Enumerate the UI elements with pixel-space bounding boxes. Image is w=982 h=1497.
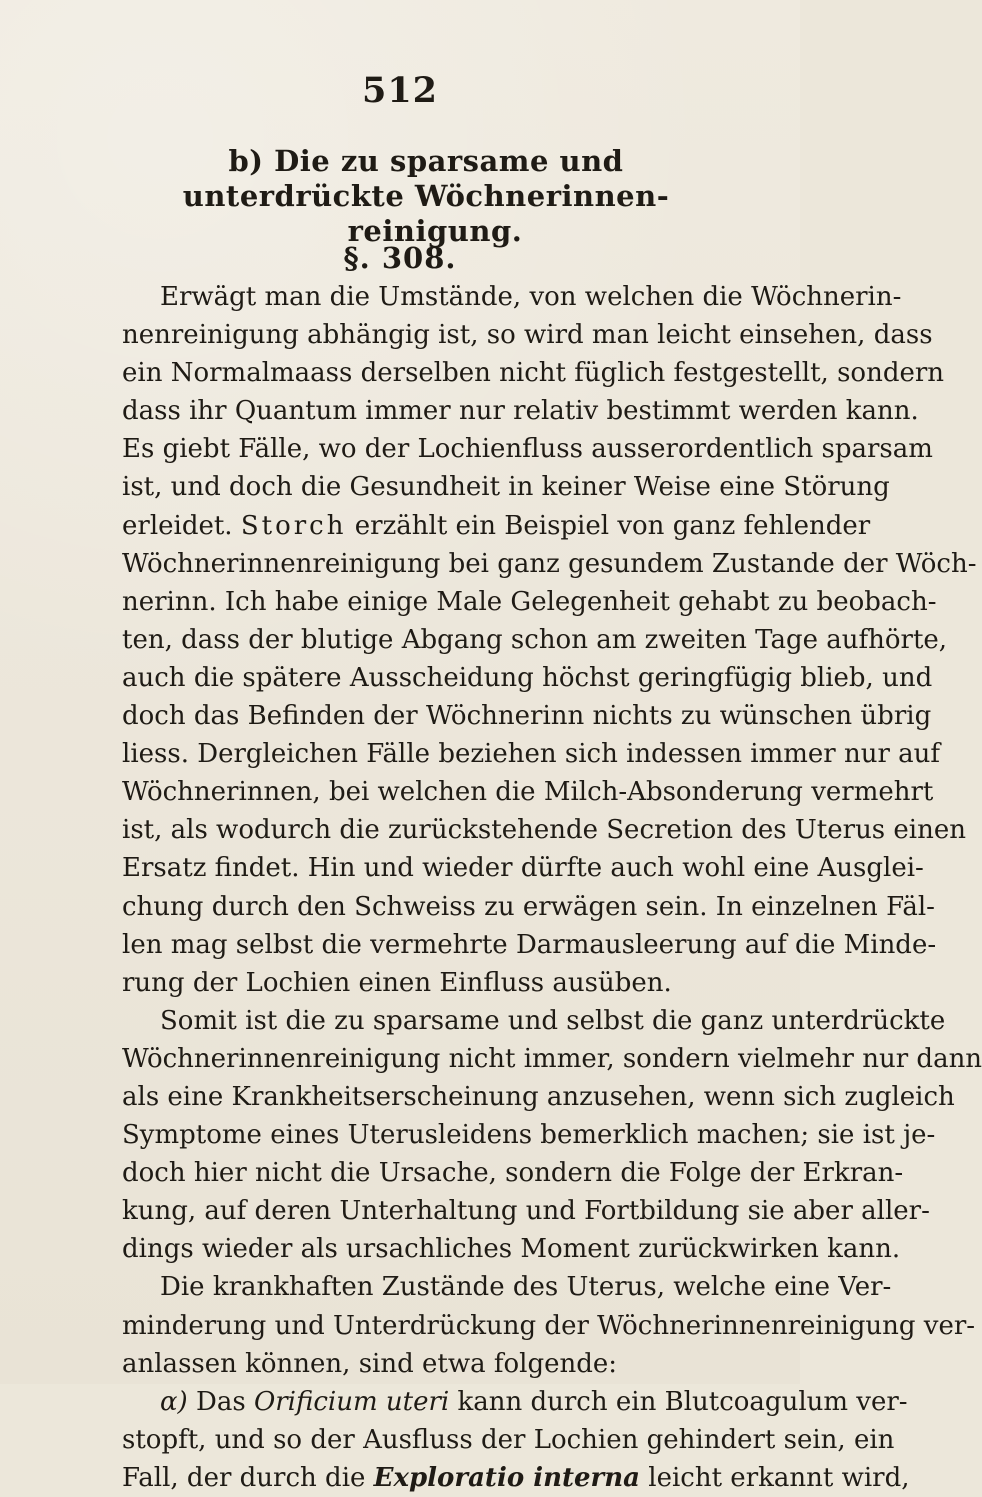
text-line: dings wieder als ursachliches Moment zurückwirken kann. <box>122 1234 901 1265</box>
text-segment: erzählt ein Beispiel von ganz fehlender <box>346 510 871 541</box>
text-line: als eine Krankheitserscheinung anzusehen, wenn sich zugleich <box>122 1081 955 1112</box>
text-line: kung, auf deren Unterhaltung und Fortbildung sie aber aller- <box>122 1196 930 1227</box>
text-line: len mag selbst die vermehrte Darmausleerung auf die Minde- <box>122 929 937 960</box>
text-segment: Fall, der durch die <box>122 1462 374 1493</box>
text-line: Die krankhaften Zustände des Uterus, welche eine Ver- <box>160 1272 892 1303</box>
text-line: Es giebt Fälle, wo der Lochienfluss ausserordentlich sparsam <box>122 434 933 465</box>
list-marker: α) <box>160 1386 196 1417</box>
text-segment: Das <box>195 1386 254 1417</box>
text-line <box>122 507 871 545</box>
section-heading-line-1: b) Die zu sparsame und unterdrückte Wöchnerinnen- <box>182 144 670 213</box>
section-heading-line-2: reinigung. <box>347 214 523 248</box>
text-line: rung der Lochien einen Einfluss ausüben. <box>122 967 672 998</box>
text-line <box>122 1459 910 1497</box>
text-segment: erleidet. <box>122 510 241 541</box>
text-line: Wöchnerinnenreinigung bei ganz gesundem Zustande der Wöch- <box>122 548 977 579</box>
text-line: Ersatz findet. Hin und wieder dürfte auch wohl eine Ausglei- <box>122 853 924 884</box>
text-line: ist, und doch die Gesundheit in keiner Weise eine Störung <box>122 472 890 503</box>
paragraph-number: §. 308. <box>343 241 457 275</box>
text-line: nenreinigung abhängig ist, so wird man leicht einsehen, dass <box>122 320 933 351</box>
author-name: Storch <box>240 510 347 541</box>
text-line: Erwägt man die Umstände, von welchen die Wöchnerin- <box>160 282 902 312</box>
text-line: ein Normalmaass derselben nicht füglich festgestellt, sondern <box>122 358 945 389</box>
text-line: dass ihr Quantum immer nur relativ bestimmt werden kann. <box>122 396 919 427</box>
text-line: auch die spätere Ausscheidung höchst geringfügig blieb, und <box>122 662 933 693</box>
text-line <box>122 1383 908 1421</box>
body-text <box>122 278 982 1497</box>
text-line: Wöchnerinnenreinigung nicht immer, sondern vielmehr nur dann <box>122 1043 982 1074</box>
text-line: minderung und Unterdrückung der Wöchnerinnenreinigung ver- <box>122 1310 976 1341</box>
text-line: liess. Dergleichen Fälle beziehen sich indessen immer nur auf <box>122 739 941 770</box>
text-line: stopft, und so der Ausfluss der Lochien gehindert sein, ein <box>122 1424 895 1455</box>
text-line: ist, als wodurch die zurückstehende Secretion des Uterus einen <box>122 815 966 846</box>
text-line: Somit ist die zu sparsame und selbst die ganz unterdrückte <box>160 1005 946 1036</box>
text-line: doch das Befinden der Wöchnerinn nichts zu wünschen übrig <box>122 701 932 732</box>
text-line: Symptome eines Uterusleidens bemerklich machen; sie ist je- <box>122 1120 936 1151</box>
text-line: chung durch den Schweiss zu erwägen sein. In einzelnen Fäl- <box>122 891 935 922</box>
text-segment: leicht erkannt wird, <box>640 1462 910 1493</box>
latin-term: Orificium uteri <box>253 1386 450 1417</box>
text-segment: kann durch ein Blutcoagulum ver- <box>449 1386 908 1417</box>
text-line: Wöchnerinnen, bei welchen die Milch-Absonderung vermehrt <box>122 777 934 808</box>
text-line: anlassen können, sind etwa folgende: <box>122 1348 618 1379</box>
text-line: nerinn. Ich habe einige Male Gelegenheit gehabt zu beobach- <box>122 586 937 617</box>
text-line: doch hier nicht die Ursache, sondern die Folge der Erkran- <box>122 1158 904 1189</box>
latin-term: Exploratio interna <box>373 1462 640 1493</box>
text-line: ten, dass der blutige Abgang schon am zweiten Tage aufhörte, <box>122 624 948 655</box>
page-number: 512 <box>361 70 439 111</box>
section-heading <box>122 144 730 249</box>
